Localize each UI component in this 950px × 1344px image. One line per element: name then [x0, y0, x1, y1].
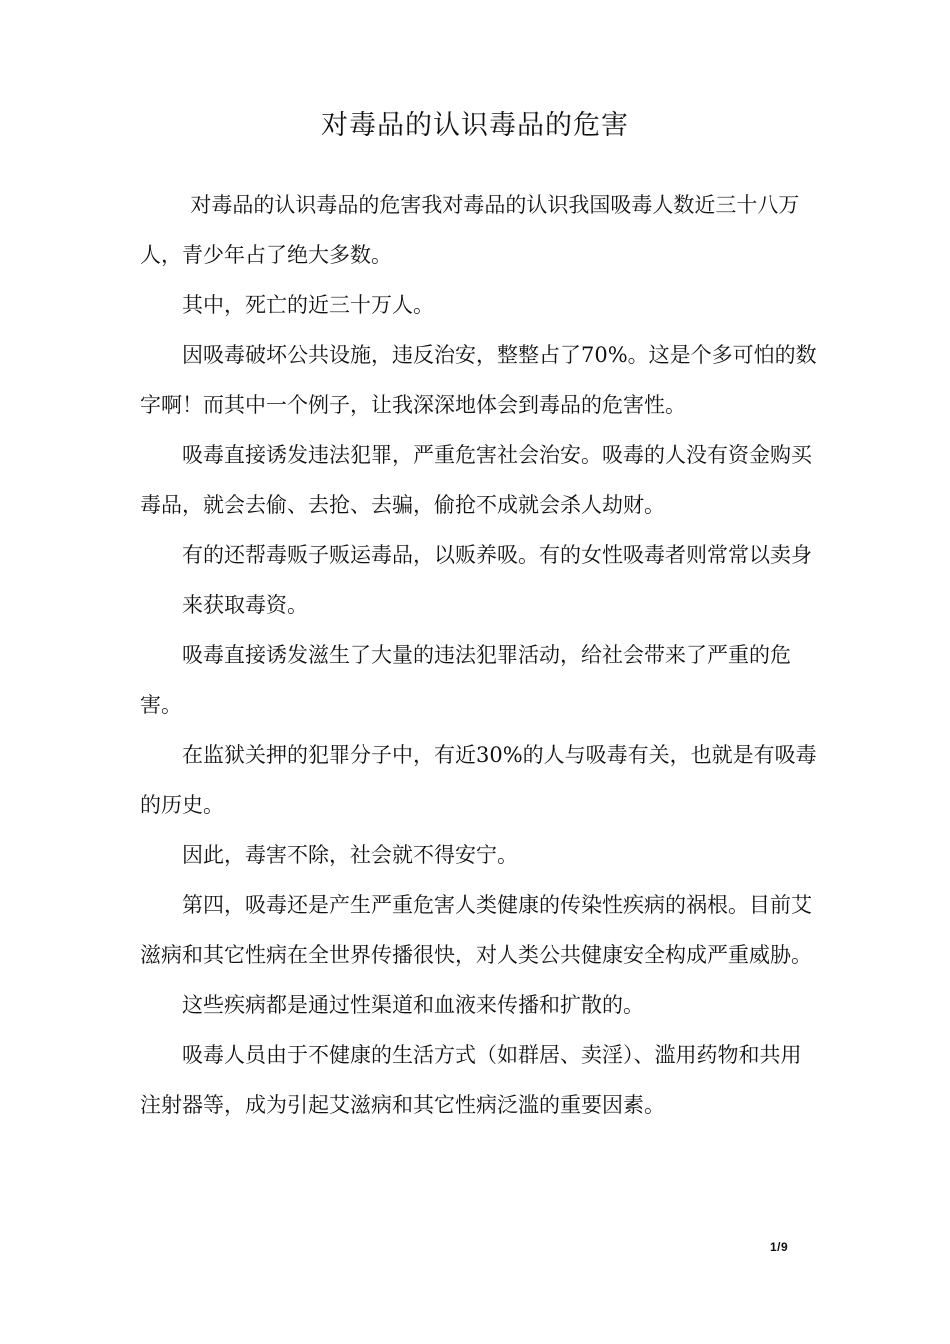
paragraph: 吸毒人员由于不健康的生活方式（如群居、卖淫）、滥用药物和共用注射器等，成为引起艾滋病和其它性病泛滥的重要因素。 — [140, 1043, 802, 1117]
paragraph: 对毒品的认识毒品的危害我对毒品的认识我国吸毒人数近三十八万人，青少年占了绝大多数。 — [140, 193, 800, 267]
paragraph: 有的还帮毒贩子贩运毒品，以贩养吸。有的女性吸毒者则常常以卖身来获取毒资。 — [182, 543, 812, 617]
paragraph: 这些疾病都是通过性渠道和血液来传播和扩散的。 — [182, 993, 644, 1017]
paragraph: 吸毒直接诱发滋生了大量的违法犯罪活动，给社会带来了严重的危害。 — [140, 643, 791, 717]
paragraph: 因此，毒害不除，社会就不得安宁。 — [182, 843, 518, 867]
paragraph: 在监狱关押的犯罪分子中，有近30%的人与吸毒有关，也就是有吸毒的历史。 — [140, 743, 817, 817]
document-title: 对毒品的认识毒品的危害 — [321, 110, 629, 141]
paragraph: 因吸毒破坏公共设施，违反治安，整整占了70%。这是个多可怕的数字啊！而其中一个例子，让我深深地体会到毒品的危害性。 — [140, 343, 817, 417]
document-body — [140, 180, 822, 1130]
paragraph: 吸毒直接诱发违法犯罪，严重危害社会治安。吸毒的人没有资金购买毒品，就会去偷、去抢、去骗，偷抢不成就会杀人劫财。 — [140, 443, 812, 517]
paragraph: 第四，吸毒还是产生严重危害人类健康的传染性疾病的祸根。目前艾滋病和其它性病在全世界传播很快，对人类公共健康安全构成严重威胁。 — [140, 893, 812, 967]
page-number: 1/9 — [770, 1240, 789, 1254]
paragraph: 其中，死亡的近三十万人。 — [182, 293, 434, 317]
